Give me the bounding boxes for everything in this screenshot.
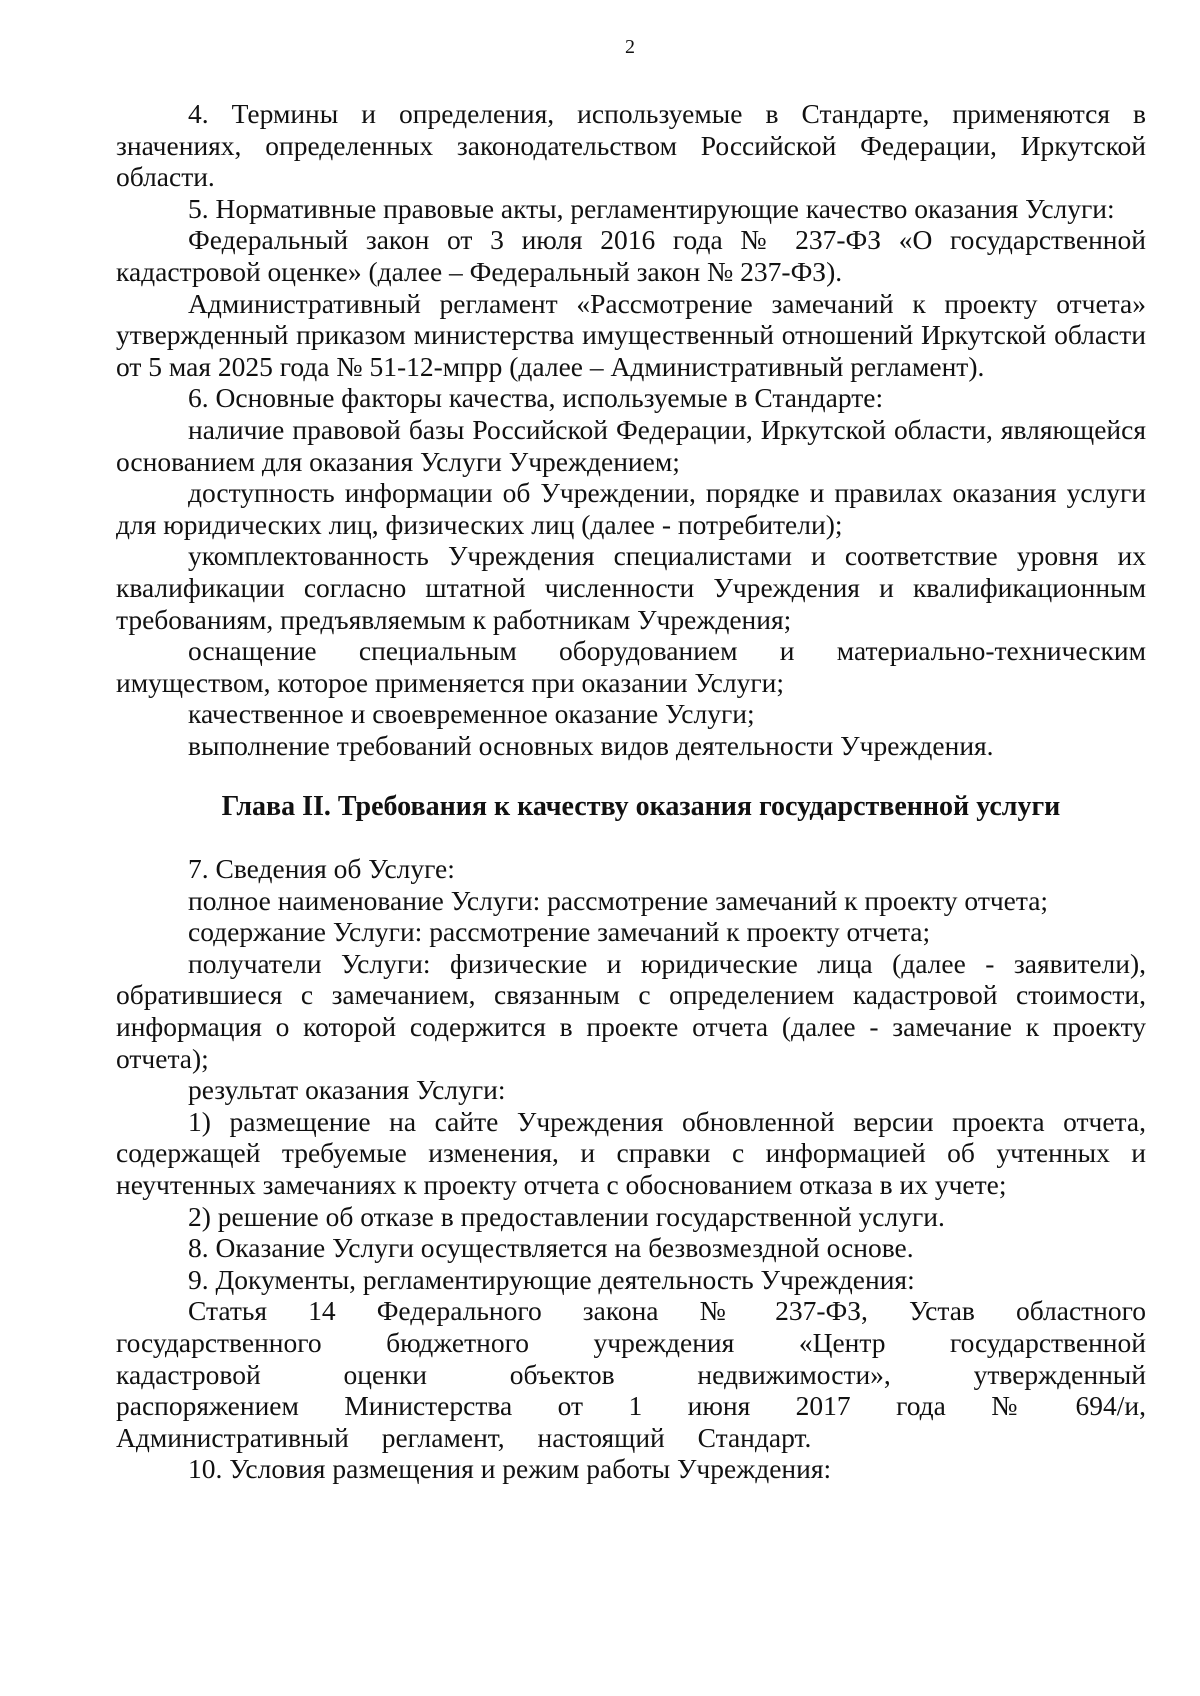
page-number: 2 [625,36,635,58]
paragraph-article-14: Статья 14 Федерального закона № 237-ФЗ, Устав областного государственного бюджетного учреждения «Центр государственной кадастровой оценки объектов недвижимости», утвержденный распоряжением Министерства от 1 июня 2017 года № 694/и, Административный регламент, настоящий Стандарт. [116,1295,1146,1453]
paragraph-documents: 9. Документы, регламентирующие деятельность Учреждения: [188,1263,915,1295]
paragraph-timely-service: качественное и своевременное оказание Услуги; [188,698,755,730]
paragraph-staffing: укомплектованность Учреждения специалистами и соответствие уровня их квалификации согласно штатной численности Учреждения и квалификационным требованиям, предъявляемым к работникам Учреждения; [116,540,1146,635]
paragraph-service-info: 7. Сведения об Услуге: [188,853,455,885]
paragraph-admin-regulation: Административный регламент «Рассмотрение замечаний к проекту отчета» утвержденный приказом министерства имущественный отношений Иркутской области от 5 мая 2025 года № 51-12-мпрр (далее – Административный регламент). [116,287,1146,382]
paragraph-location-conditions: 10. Условия размещения и режим работы Учреждения: [188,1453,832,1485]
paragraph-legal-base: наличие правовой базы Российской Федерации, Иркутской области, являющейся основанием для оказания Услуги Учреждением; [116,413,1146,477]
paragraph-terms: 4. Термины и определения, используемые в Стандарте, применяются в значениях, определенных законодательством Российской Федерации, Иркутской области. [116,98,1146,193]
paragraph-service-content: содержание Услуги: рассмотрение замечаний к проекту отчета; [188,916,931,948]
paragraph-equipment: оснащение специальным оборудованием и материально-техническим имуществом, которое применяется при оказании Услуги; [116,635,1146,698]
paragraph-info-availability: доступность информации об Учреждении, порядке и правилах оказания услуги для юридических лиц, физических лиц (далее - потребители); [116,477,1146,540]
paragraph-activity-requirements: выполнение требований основных видов деятельности Учреждения. [188,729,994,761]
paragraph-result-2: 2) решение об отказе в предоставлении государственной услуги. [188,1200,945,1232]
chapter-heading: Глава II. Требования к качеству оказания государственной услуги [221,791,1061,823]
paragraph-federal-law: Федеральный закон от 3 июля 2016 года № 237-ФЗ «О государственной кадастровой оценке» (далее – Федеральный закон № 237-ФЗ). [116,224,1146,287]
paragraph-recipients: получатели Услуги: физические и юридические лица (далее - заявители), обратившиеся с замечанием, связанным с определением кадастровой стоимости, информация о которой содержится в проекте отчета (далее - замечание к проекту отчета); [116,947,1146,1074]
paragraph-result: результат оказания Услуги: [188,1074,506,1106]
paragraph-quality-factors: 6. Основные факторы качества, используемые в Стандарте: [188,382,884,414]
paragraph-full-name: полное наименование Услуги: рассмотрение замечаний к проекту отчета; [188,884,1049,916]
paragraph-free-service: 8. Оказание Услуги осуществляется на безвозмездной основе. [188,1232,914,1264]
document-body [116,98,1146,1485]
paragraph-legal-acts: 5. Нормативные правовые акты, регламентирующие качество оказания Услуги: [188,192,1115,224]
paragraph-result-1: 1) размещение на сайте Учреждения обновленной версии проекта отчета, содержащей требуемые изменения, и справки с информацией об учтенных и неучтенных замечаниях к проекту отчета с обоснованием отказа в их учете; [116,1105,1146,1200]
